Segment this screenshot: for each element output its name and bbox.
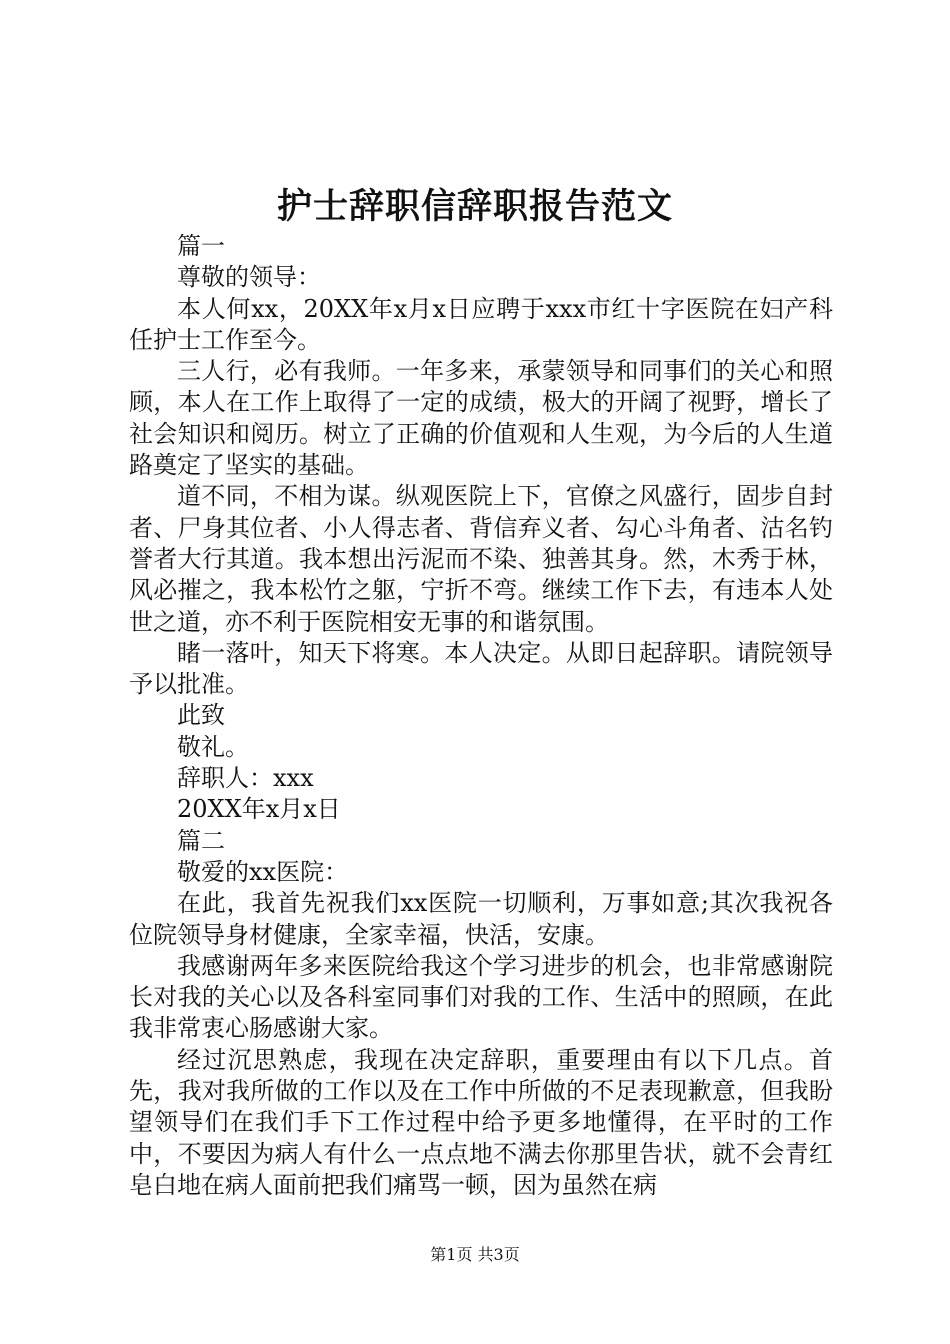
paragraph: 20XX年x月x日: [177, 795, 341, 824]
paragraph: 睹一落叶，知天下将寒。本人决定。从即日起辞职。请院领导予以批准。: [129, 638, 833, 699]
paragraph: 敬爱的xx医院：: [177, 857, 349, 886]
page-number-footer: 第1页 共3页: [430, 1245, 520, 1264]
document-title: 护士辞职信辞职报告范文: [276, 186, 673, 227]
paragraph: 我感谢两年多来医院给我这个学习进步的机会，也非常感谢院长对我的关心以及各科室同事们对我的工作、生活中的照顾，在此我非常衷心肠感谢大家。: [129, 951, 833, 1043]
paragraph: 篇一: [177, 232, 225, 260]
paragraph: 尊敬的领导：: [177, 263, 321, 292]
paragraph: 辞职人：xxx: [177, 764, 314, 793]
paragraph: 三人行，必有我师。一年多来，承蒙领导和同事们的关心和照顾，本人在工作上取得了一定的成绩，极大的开阔了视野，增长了社会知识和阅历。树立了正确的价值观和人生观，为今后的人生道路奠定了坚实的基础。: [129, 357, 833, 480]
paragraph: 在此，我首先祝我们xx医院一切顺利，万事如意;其次我祝各位院领导身材健康，全家幸福，快活，安康。: [129, 889, 833, 949]
paragraph: 篇二: [177, 826, 225, 855]
paragraph: 敬礼。: [177, 732, 249, 761]
document-body: [129, 231, 833, 1201]
paragraph: 道不同，不相为谋。纵观医院上下，官僚之风盛行，固步自封者、尸身其位者、小人得志者、背信弃义者、勾心斗角者、沽名钓誉者大行其道。我本想出污泥而不染、独善其身。然，木秀于林，风必摧之，我本松竹之躯，宁折不弯。继续工作下去，有违本人处世之道，亦不利于医院相安无事的和谐氛围。: [129, 482, 833, 636]
paragraph: 本人何xx，20XX年x月x日应聘于xxx市红十字医院在妇产科任护士工作至今。: [129, 294, 833, 354]
paragraph: 经过沉思熟虑，我现在决定辞职，重要理由有以下几点。首先，我对我所做的工作以及在工作中所做的不足表现歉意，但我盼望领导们在我们手下工作过程中给予更多地懂得，在平时的工作中，不要因为病人有什么一点点地不满去你那里告状，就不会青红皂白地在病人面前把我们痛骂一顿，因为虽然在病: [129, 1045, 833, 1199]
paragraph: 此致: [177, 701, 225, 730]
